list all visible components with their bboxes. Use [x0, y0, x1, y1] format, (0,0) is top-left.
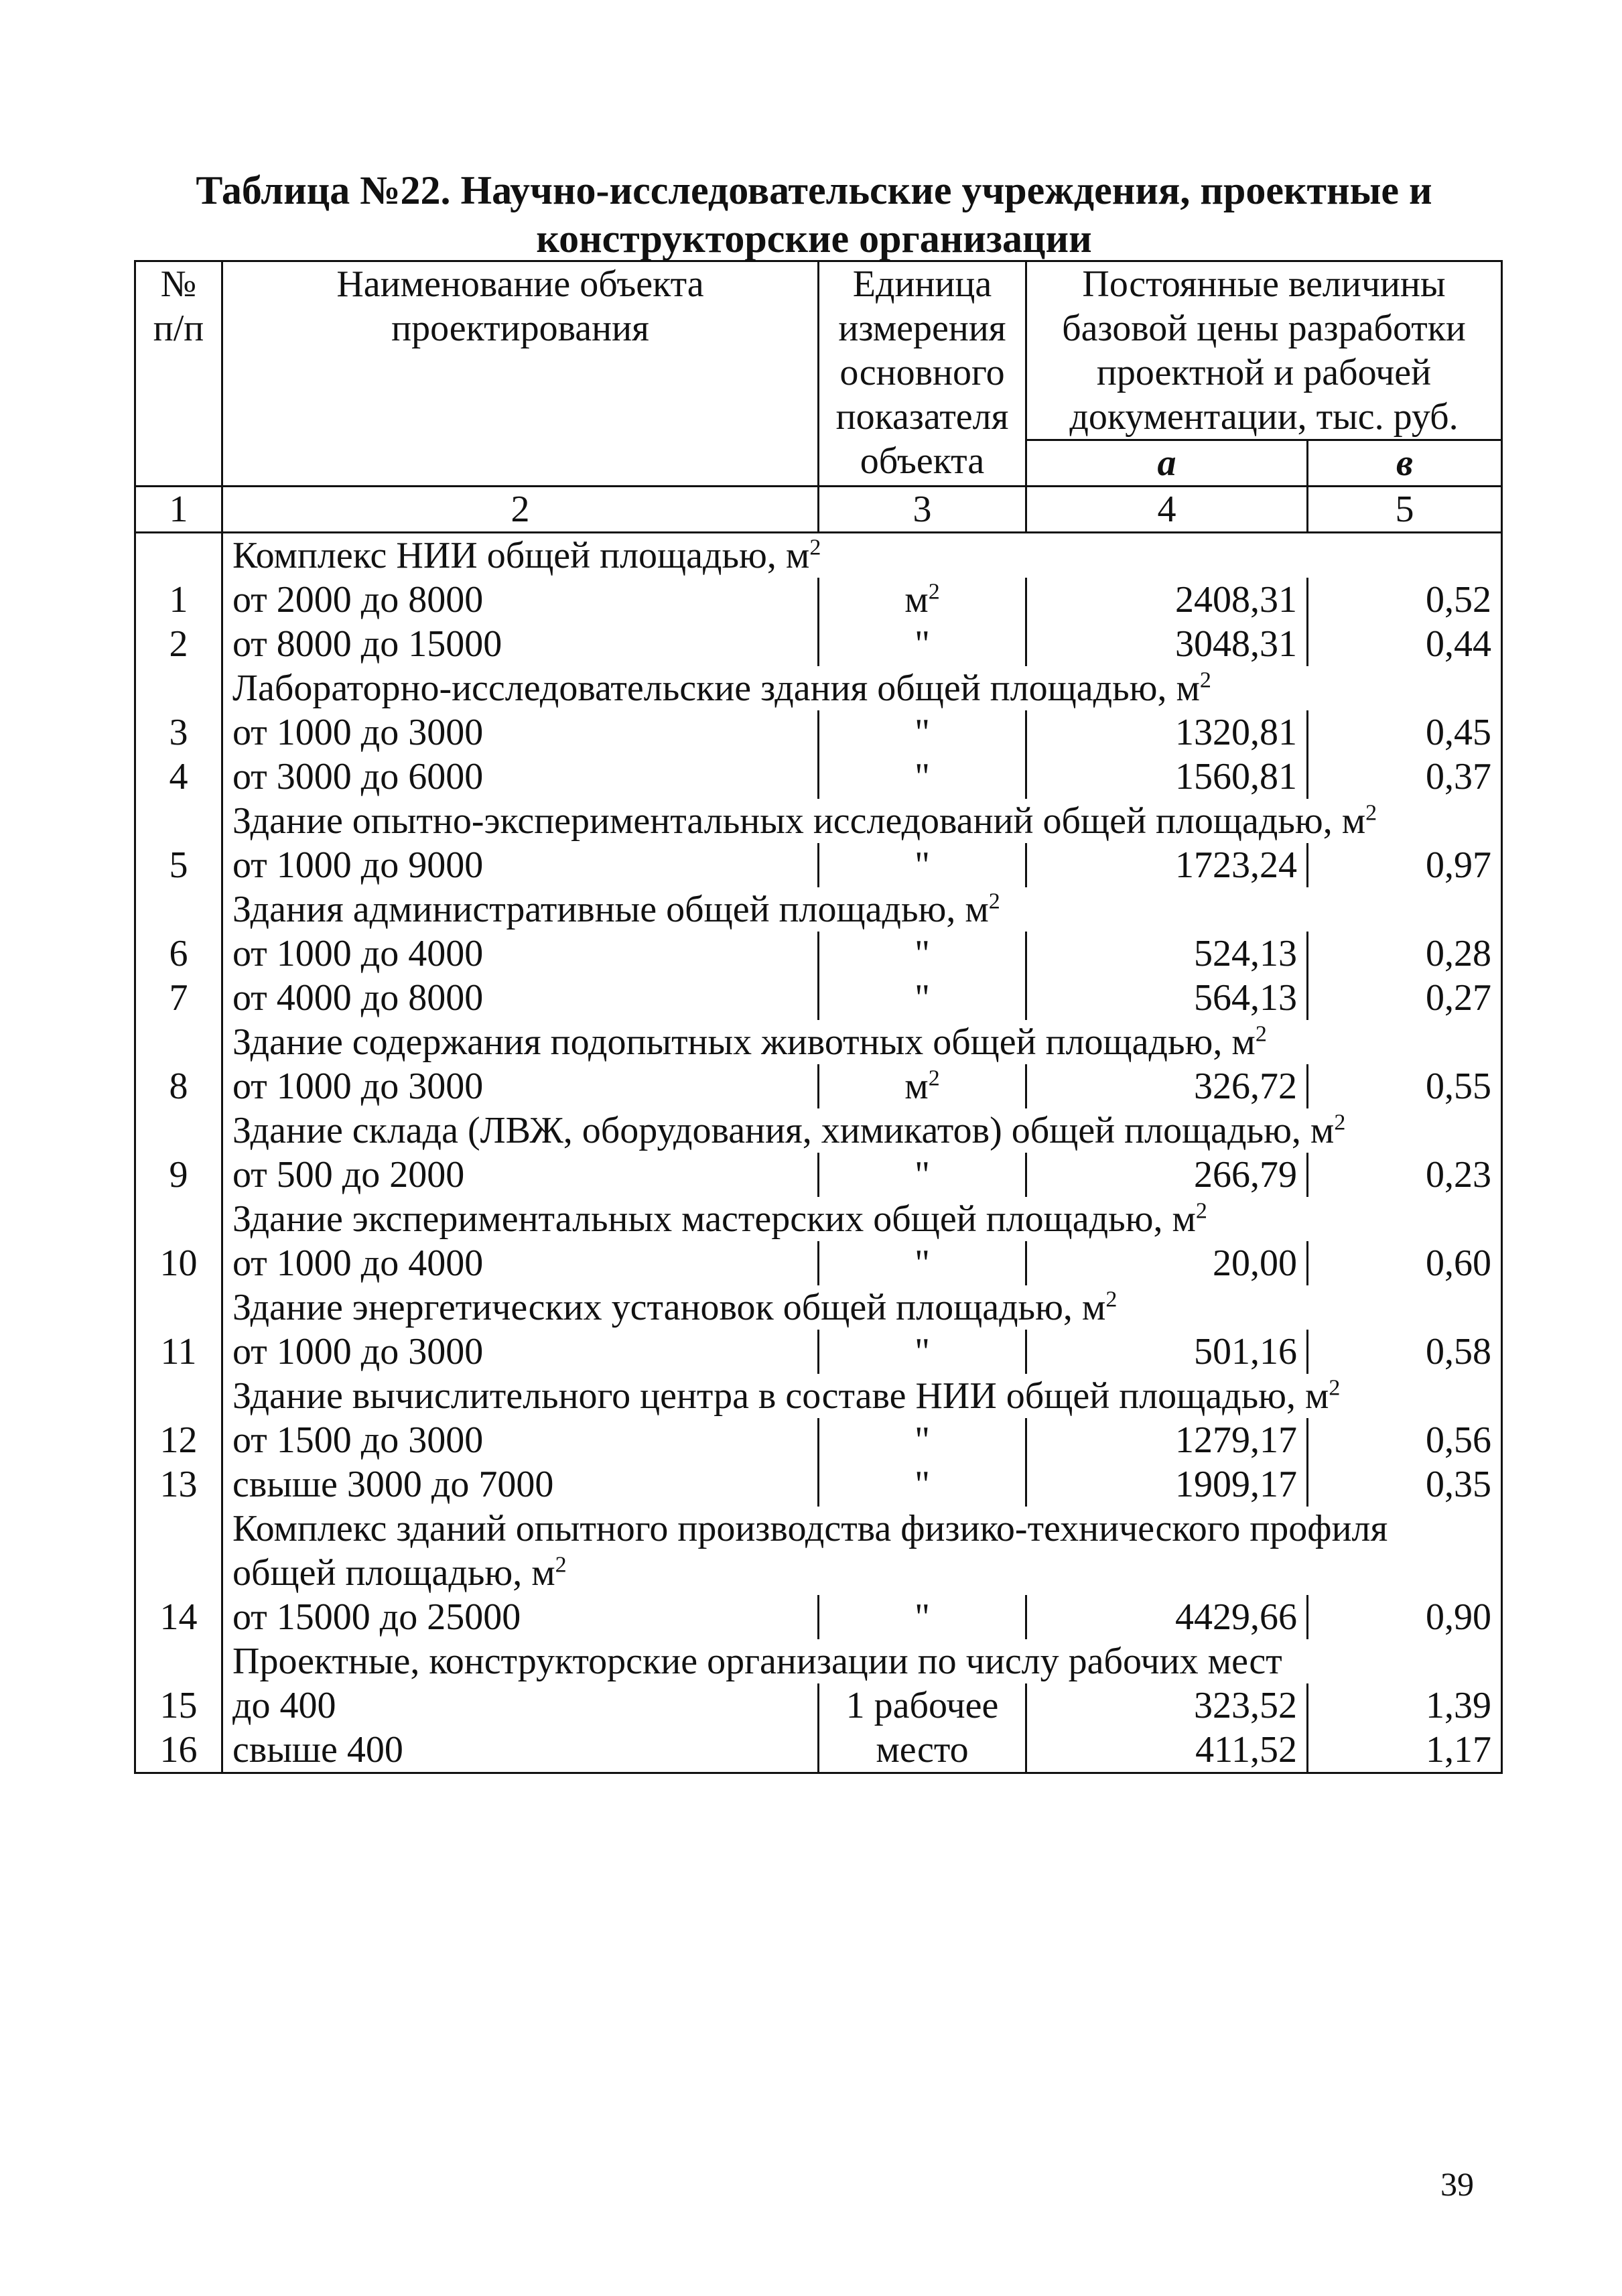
- page-number: 39: [1440, 2165, 1474, 2203]
- row-unit-text: ": [915, 844, 930, 886]
- row-value-b: 0,28: [1308, 932, 1502, 976]
- row-number: 6: [135, 932, 222, 976]
- row-unit: [819, 622, 1026, 666]
- row-number: 1: [135, 578, 222, 622]
- group-name-cell: [222, 1285, 1502, 1330]
- row-value-b: 0,90: [1308, 1595, 1502, 1639]
- row-value-a: 524,13: [1026, 932, 1308, 976]
- row-value-b: 0,97: [1308, 843, 1502, 887]
- row-value-b: 0,23: [1308, 1153, 1502, 1197]
- title-line-2: конструкторские организации: [536, 216, 1092, 261]
- row-value-a: 1279,17: [1026, 1418, 1308, 1462]
- row-number: 14: [135, 1595, 222, 1639]
- group-row: [135, 1639, 1502, 1683]
- row-value-b: 0,27: [1308, 976, 1502, 1020]
- group-num-cell: [135, 1374, 222, 1418]
- group-name-cell: [222, 1507, 1502, 1595]
- header-name: Наименование объекта проектирования: [222, 261, 819, 487]
- row-unit-text: ": [915, 712, 930, 753]
- group-num-cell: [135, 1507, 222, 1595]
- table-row: [135, 1595, 1502, 1639]
- row-value-b: 1,39: [1308, 1683, 1502, 1728]
- row-value-a: 411,52: [1026, 1728, 1308, 1773]
- row-unit: [819, 755, 1026, 799]
- row-unit-text: ": [915, 623, 930, 665]
- row-name: от 1500 до 3000: [222, 1418, 819, 1462]
- superscript-2: 2: [1329, 1375, 1341, 1401]
- group-name-cell: [222, 799, 1502, 843]
- row-value-a: 20,00: [1026, 1241, 1308, 1285]
- row-number: 10: [135, 1241, 222, 1285]
- group-name-cell: [222, 666, 1502, 710]
- row-unit: [819, 1064, 1026, 1108]
- header-a: а: [1026, 440, 1308, 487]
- table-row: [135, 1418, 1502, 1462]
- group-name: Здание вычислительного центра в составе НИИ общей площадью, м: [232, 1375, 1329, 1417]
- row-number: 7: [135, 976, 222, 1020]
- superscript-2: 2: [988, 889, 1000, 914]
- group-name-cell: [222, 887, 1502, 932]
- row-unit: [819, 843, 1026, 887]
- col-number-1: 1: [135, 487, 222, 533]
- row-name: от 1000 до 3000: [222, 710, 819, 755]
- title-line-1: Таблица №22. Научно-исследовательские учреждения, проектные и: [196, 168, 1432, 212]
- row-unit: [819, 932, 1026, 976]
- row-name: от 1000 до 3000: [222, 1064, 819, 1108]
- group-name-cell: [222, 1020, 1502, 1064]
- superscript-2: 2: [1199, 667, 1211, 693]
- row-unit: [819, 976, 1026, 1020]
- row-unit: [819, 710, 1026, 755]
- table-row: [135, 1683, 1502, 1728]
- row-unit: [819, 1683, 1026, 1728]
- superscript-2: 2: [555, 1552, 567, 1578]
- row-value-a: 266,79: [1026, 1153, 1308, 1197]
- group-name-cell: [222, 1197, 1502, 1241]
- group-num-cell: [135, 1197, 222, 1241]
- row-unit-text: ": [915, 1154, 930, 1196]
- group-num-cell: [135, 533, 222, 578]
- row-unit-text: ": [915, 1464, 930, 1505]
- row-value-a: 326,72: [1026, 1064, 1308, 1108]
- row-name: от 4000 до 8000: [222, 976, 819, 1020]
- group-name: Комплекс зданий опытного производства физико-технического профиля общей площадью, м: [232, 1508, 1388, 1594]
- row-unit-text: ": [915, 1596, 930, 1638]
- group-row: [135, 887, 1502, 932]
- col-number-4: 4: [1026, 487, 1308, 533]
- col-number-2: 2: [222, 487, 819, 533]
- group-name: Здания административные общей площадью, м: [232, 889, 989, 930]
- table-row: [135, 1064, 1502, 1108]
- row-name: от 1000 до 9000: [222, 843, 819, 887]
- group-name: Здание энергетических установок общей площадью, м: [232, 1287, 1106, 1328]
- row-unit: [819, 1153, 1026, 1197]
- table-row: [135, 1462, 1502, 1507]
- row-name: свыше 3000 до 7000: [222, 1462, 819, 1507]
- group-name: Здание содержания подопытных животных общей площадью, м: [232, 1021, 1256, 1063]
- group-name: Здание опытно-экспериментальных исследований общей площадью, м: [232, 800, 1366, 842]
- row-name: от 3000 до 6000: [222, 755, 819, 799]
- row-value-b: 0,44: [1308, 622, 1502, 666]
- group-name: Комплекс НИИ общей площадью, м: [232, 535, 810, 576]
- row-unit-text: м: [904, 579, 929, 621]
- row-unit-text: ": [915, 1331, 930, 1373]
- group-row: [135, 1374, 1502, 1418]
- col-number-3: 3: [819, 487, 1026, 533]
- table-row: [135, 1330, 1502, 1374]
- row-number: 2: [135, 622, 222, 666]
- group-row: [135, 1507, 1502, 1595]
- group-num-cell: [135, 666, 222, 710]
- header-unit: Единица измерения основного показателя объекта: [819, 261, 1026, 487]
- group-num-cell: [135, 887, 222, 932]
- row-name: от 2000 до 8000: [222, 578, 819, 622]
- row-value-b: 0,60: [1308, 1241, 1502, 1285]
- row-number: 3: [135, 710, 222, 755]
- group-row: [135, 1197, 1502, 1241]
- row-unit-text: 1 рабочее: [846, 1685, 999, 1726]
- group-name: Проектные, конструкторские организации по числу рабочих мест: [232, 1641, 1282, 1682]
- row-unit: [819, 1418, 1026, 1462]
- table-row: [135, 932, 1502, 976]
- row-unit: [819, 1595, 1026, 1639]
- row-name: от 1000 до 4000: [222, 1241, 819, 1285]
- row-name: свыше 400: [222, 1728, 819, 1773]
- group-num-cell: [135, 1020, 222, 1064]
- row-value-b: 0,37: [1308, 755, 1502, 799]
- group-row: [135, 1285, 1502, 1330]
- row-unit: [819, 1462, 1026, 1507]
- table-title: [134, 166, 1494, 263]
- row-number: 8: [135, 1064, 222, 1108]
- row-unit-text: место: [876, 1729, 969, 1771]
- group-row: [135, 533, 1502, 578]
- table-row: [135, 1241, 1502, 1285]
- col-number-5: 5: [1308, 487, 1502, 533]
- row-unit-text: ": [915, 977, 930, 1019]
- group-num-cell: [135, 1108, 222, 1153]
- row-name: до 400: [222, 1683, 819, 1728]
- row-number: 13: [135, 1462, 222, 1507]
- table-row: [135, 755, 1502, 799]
- group-name-cell: [222, 533, 1502, 578]
- row-number: 5: [135, 843, 222, 887]
- row-name: от 1000 до 3000: [222, 1330, 819, 1374]
- row-number: 4: [135, 755, 222, 799]
- group-num-cell: [135, 1285, 222, 1330]
- price-table: [134, 260, 1503, 1774]
- group-name: Здание склада (ЛВЖ, оборудования, химикатов) общей площадью, м: [232, 1110, 1335, 1151]
- row-value-b: 0,45: [1308, 710, 1502, 755]
- group-name: Здание экспериментальных мастерских общей площадью, м: [232, 1198, 1196, 1240]
- table-row: [135, 976, 1502, 1020]
- header-b: в: [1308, 440, 1502, 487]
- row-value-a: 1320,81: [1026, 710, 1308, 755]
- row-unit: [819, 1728, 1026, 1773]
- row-value-a: 501,16: [1026, 1330, 1308, 1374]
- group-row: [135, 666, 1502, 710]
- row-value-a: 564,13: [1026, 976, 1308, 1020]
- row-value-a: 323,52: [1026, 1683, 1308, 1728]
- row-unit-text: ": [915, 1419, 930, 1461]
- row-value-a: 2408,31: [1026, 578, 1308, 622]
- row-unit-text: ": [915, 1242, 930, 1284]
- table-body: [135, 533, 1502, 1773]
- row-value-b: 0,55: [1308, 1064, 1502, 1108]
- row-unit: [819, 578, 1026, 622]
- row-value-b: 0,56: [1308, 1418, 1502, 1462]
- superscript-2: 2: [1365, 800, 1377, 826]
- row-name: от 1000 до 4000: [222, 932, 819, 976]
- table-row: [135, 578, 1502, 622]
- row-unit-text: ": [915, 756, 930, 798]
- group-name-cell: [222, 1639, 1502, 1683]
- table-row: [135, 1153, 1502, 1197]
- row-value-b: 1,17: [1308, 1728, 1502, 1773]
- row-number: 15: [135, 1683, 222, 1728]
- table-row: [135, 843, 1502, 887]
- superscript-2: 2: [1334, 1110, 1346, 1135]
- superscript-2: 2: [928, 579, 940, 604]
- row-value-a: 4429,66: [1026, 1595, 1308, 1639]
- row-unit: [819, 1330, 1026, 1374]
- row-value-b: 0,58: [1308, 1330, 1502, 1374]
- header-const: Постоянные величины базовой цены разработки проектной и рабочей документации, тыс. руб.: [1026, 261, 1502, 440]
- group-row: [135, 1108, 1502, 1153]
- row-name: от 8000 до 15000: [222, 622, 819, 666]
- row-number: 11: [135, 1330, 222, 1374]
- table-row: [135, 710, 1502, 755]
- group-name-cell: [222, 1108, 1502, 1153]
- group-num-cell: [135, 1639, 222, 1683]
- row-name: от 15000 до 25000: [222, 1595, 819, 1639]
- row-unit-text: м: [904, 1066, 929, 1107]
- group-num-cell: [135, 799, 222, 843]
- superscript-2: 2: [1195, 1198, 1207, 1224]
- superscript-2: 2: [928, 1066, 940, 1091]
- row-name: от 500 до 2000: [222, 1153, 819, 1197]
- group-row: [135, 1020, 1502, 1064]
- superscript-2: 2: [809, 535, 821, 560]
- header-num: № п/п: [135, 261, 222, 487]
- table-row: [135, 622, 1502, 666]
- row-number: 9: [135, 1153, 222, 1197]
- row-value-a: 1560,81: [1026, 755, 1308, 799]
- row-value-a: 3048,31: [1026, 622, 1308, 666]
- table-row: [135, 1728, 1502, 1773]
- row-number: 12: [135, 1418, 222, 1462]
- group-row: [135, 799, 1502, 843]
- row-unit: [819, 1241, 1026, 1285]
- row-number: 16: [135, 1728, 222, 1773]
- row-value-b: 0,52: [1308, 578, 1502, 622]
- row-unit-text: ": [915, 933, 930, 974]
- superscript-2: 2: [1105, 1287, 1118, 1312]
- group-name-cell: [222, 1374, 1502, 1418]
- row-value-a: 1723,24: [1026, 843, 1308, 887]
- row-value-b: 0,35: [1308, 1462, 1502, 1507]
- superscript-2: 2: [1255, 1021, 1267, 1047]
- group-name: Лабораторно-исследовательские здания общей площадью, м: [232, 667, 1200, 709]
- row-value-a: 1909,17: [1026, 1462, 1308, 1507]
